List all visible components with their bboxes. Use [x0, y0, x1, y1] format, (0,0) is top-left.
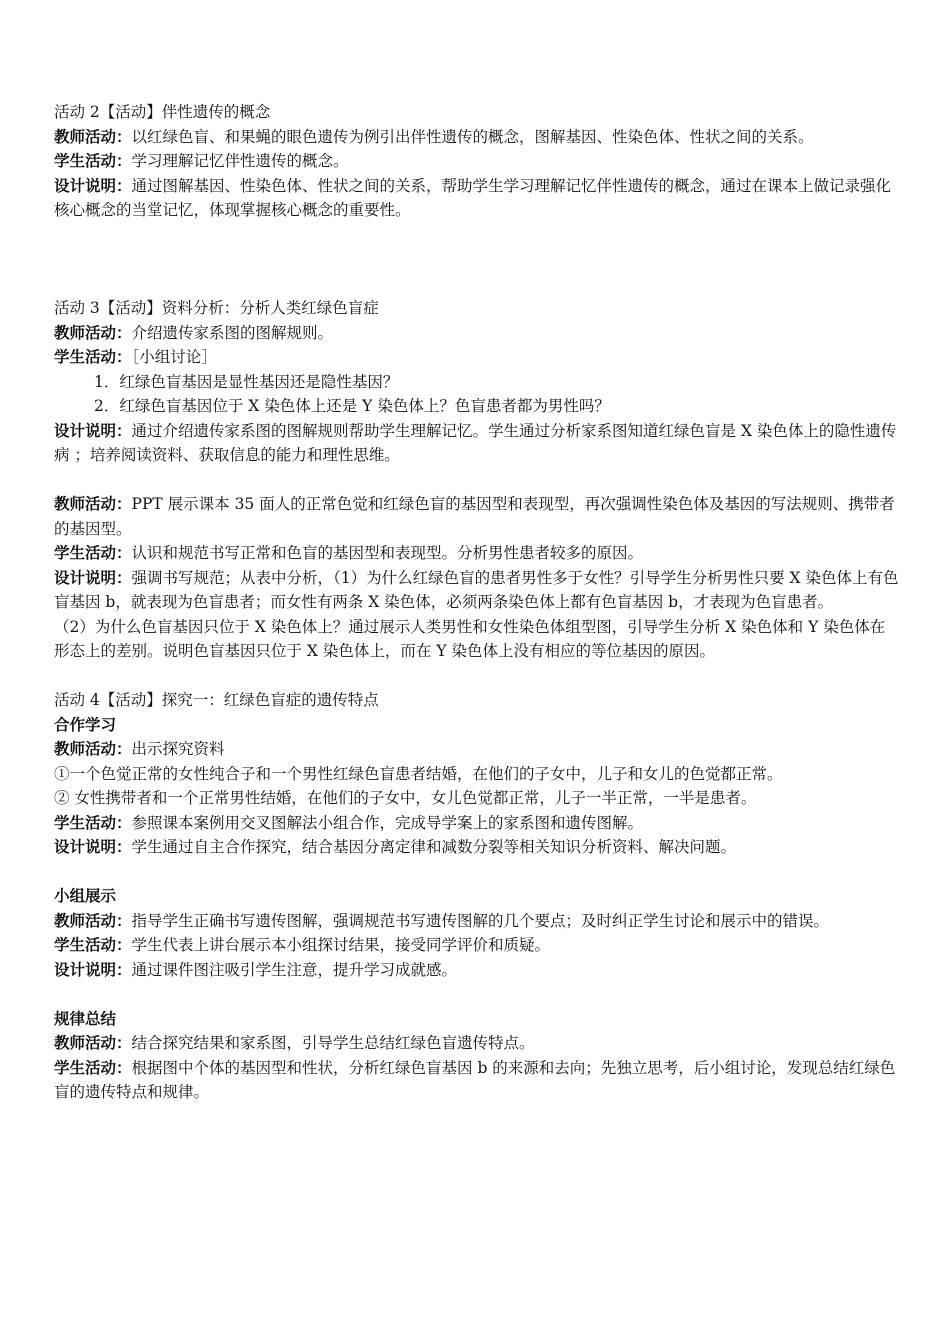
teacher-text: 指导学生正确书写遗传图解，强调规范书写遗传图解的几个要点；及时纠正学生讨论和展示中的错误。 — [131, 911, 830, 930]
activity-3-teacher-2 — [54, 492, 900, 541]
group-show-student — [54, 933, 900, 958]
student-text: 根据图中个体的基因型和性状，分析红绿色盲基因 b 的来源和去向；先独立思考，后小组讨论，发现总结红绿色盲的遗传特点和规律。 — [54, 1058, 896, 1101]
material-item-2: ② 女性携带者和一个正常男性结婚，在他们的子女中，女儿色觉都正常，儿子一半正常，一半是患者。 — [54, 789, 757, 807]
activity-3-student — [54, 345, 900, 370]
question-2: 2．红绿色盲基因位于 X 染色体上还是 Y 染色体上？色盲患者都为男性吗？ — [94, 397, 610, 415]
teacher-text: 以红绿色盲、和果蝇的眼色遗传为例引出伴性遗传的概念，图解基因、性染色体、性状之间的关系。 — [131, 127, 814, 146]
activity-2-student — [54, 149, 900, 174]
spacer — [54, 223, 900, 272]
design-label: 设计说明： — [54, 838, 132, 856]
cooperative-learning-heading: 合作学习 — [54, 715, 117, 734]
teacher-label: 教师活动： — [54, 911, 132, 930]
question-1: 1．红绿色盲基因是显性基因还是隐性基因？ — [94, 372, 399, 391]
activity-3-design-2-cont: （2）为什么色盲基因只位于 X 染色体上？通过展示人类男性和女性染色体组型图，引导学生分析 X 染色体和 Y 染色体在形态上的差别。说明色盲基因只位于 X 染色体上，而在 Y 染色体上没有相应的等位基因的原因。 — [54, 617, 886, 660]
activity-4-student — [54, 811, 900, 836]
teacher-text: 出示探究资料 — [131, 740, 225, 758]
activity-2-teacher — [54, 125, 900, 150]
design-text: 强调书写规范；从表中分析，（1）为什么红绿色盲的患者男性多于女性？引导学生分析男性只要 X 染色体上有色盲基因 b，就表现为色盲患者；而女性有两条 X 染色体，必须两条染色体上都有色盲基因 b，才表现为色盲患者。 — [54, 568, 899, 611]
student-text: 参照课本案例用交叉图解法小组合作，完成导学案上的家系图和遗传图解。 — [131, 813, 644, 832]
activity-2-design — [54, 174, 900, 223]
group-show-design — [54, 958, 900, 983]
design-text: 通过课件图注吸引学生注意，提升学习成就感。 — [131, 960, 458, 979]
activity-4-teacher — [54, 737, 900, 762]
student-label: 学生活动： — [54, 936, 132, 954]
summary-heading: 规律总结 — [54, 1009, 117, 1028]
design-label: 设计说明： — [54, 568, 132, 587]
student-label: 学生活动： — [54, 813, 132, 832]
material-item-1: ①一个色觉正常的女性纯合子和一个男性红绿色盲患者结婚，在他们的子女中，儿子和女儿的色觉都正常。 — [54, 764, 783, 783]
spacer — [54, 468, 900, 493]
spacer — [54, 982, 900, 1007]
document-page — [54, 100, 900, 1105]
activity-2 — [54, 100, 900, 223]
spacer — [54, 272, 900, 297]
teacher-label: 教师活动： — [54, 495, 132, 513]
summary-teacher — [54, 1031, 900, 1056]
teacher-label: 教师活动： — [54, 1034, 132, 1052]
student-text: 学习理解记忆伴性遗传的概念。 — [131, 152, 349, 170]
teacher-label: 教师活动： — [54, 323, 132, 342]
student-text: ［小组讨论］ — [131, 348, 217, 366]
activity-4-title: 活动 4【活动】探究一：红绿色盲症的遗传特点 — [54, 691, 379, 709]
activity-3-design — [54, 419, 900, 468]
activity-4-design — [54, 835, 900, 860]
activity-3-design-2 — [54, 566, 900, 615]
design-text: 通过介绍遗传家系图的图解规则帮助学生理解记忆。学生通过分析家系图知道红绿色盲是 X 染色体上的隐性遗传病 ；培养阅读资料、获取信息的能力和理性思维。 — [54, 421, 897, 464]
summary-student — [54, 1056, 900, 1105]
activity-3-title: 活动 3【活动】资料分析：分析人类红绿色盲症 — [54, 299, 379, 317]
spacer — [54, 860, 900, 885]
activity-3-student-2 — [54, 541, 900, 566]
teacher-label: 教师活动： — [54, 127, 132, 146]
design-label: 设计说明： — [54, 960, 132, 979]
group-show-heading: 小组展示 — [54, 887, 117, 905]
group-show-teacher — [54, 909, 900, 934]
student-label: 学生活动： — [54, 348, 132, 366]
spacer — [54, 664, 900, 689]
activity-2-title: 活动 2【活动】伴性遗传的概念 — [54, 103, 271, 121]
design-label: 设计说明： — [54, 421, 132, 440]
teacher-text: 结合探究结果和家系图，引导学生总结红绿色盲遗传特点。 — [131, 1034, 535, 1052]
design-text: 学生通过自主合作探究，结合基因分离定律和减数分裂等相关知识分析资料、解决问题。 — [131, 838, 737, 856]
student-label: 学生活动： — [54, 1058, 132, 1077]
design-label: 设计说明： — [54, 176, 132, 195]
activity-3 — [54, 296, 900, 664]
student-label: 学生活动： — [54, 544, 132, 562]
activity-4 — [54, 688, 900, 1105]
teacher-label: 教师活动： — [54, 740, 132, 758]
teacher-text: PPT 展示课本 35 面人的正常色觉和红绿色盲的基因型和表现型，再次强调性染色体及基因的写法规则、携带者的基因型。 — [54, 495, 895, 538]
student-label: 学生活动： — [54, 152, 132, 170]
design-text: 通过图解基因、性染色体、性状之间的关系，帮助学生学习理解记忆伴性遗传的概念，通过在课本上做记录强化核心概念的当堂记忆，体现掌握核心概念的重要性。 — [54, 176, 892, 219]
teacher-text: 介绍遗传家系图的图解规则。 — [131, 323, 334, 342]
student-text: 认识和规范书写正常和色盲的基因型和表现型。分析男性患者较多的原因。 — [131, 544, 644, 562]
student-text: 学生代表上讲台展示本小组探讨结果，接受同学评价和质疑。 — [131, 936, 551, 954]
activity-3-teacher — [54, 321, 900, 346]
